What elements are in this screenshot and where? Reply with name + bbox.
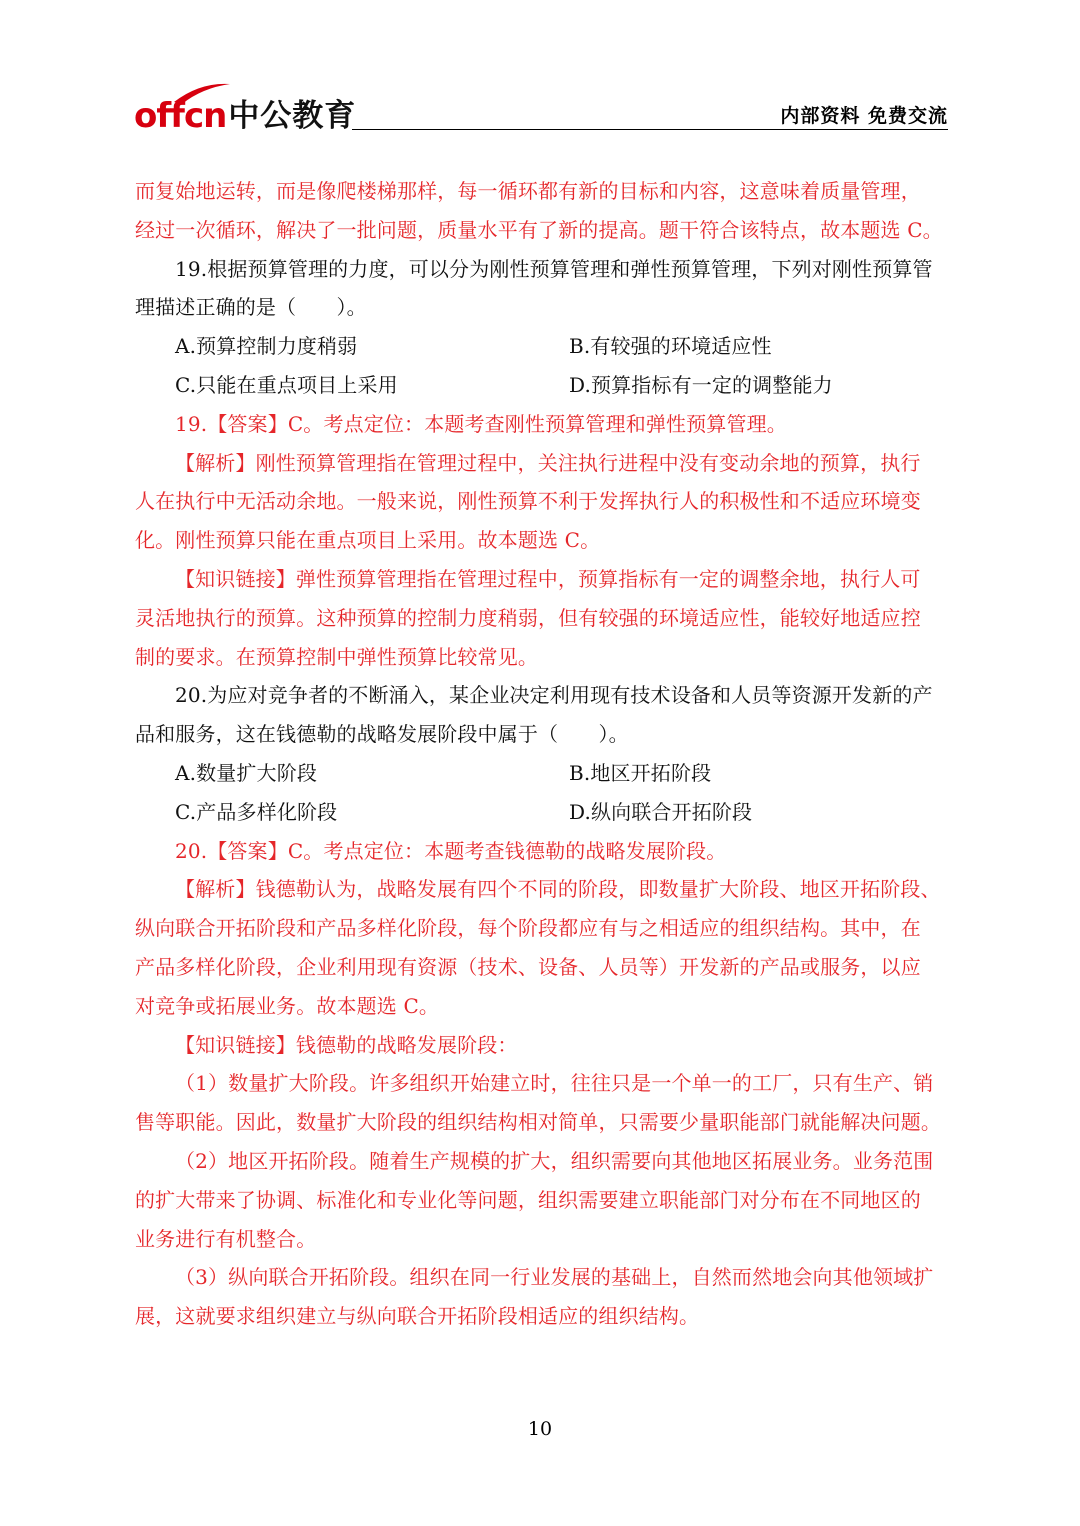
answer-20: 20.【答案】C。考点定位：本题考查钱德勒的战略发展阶段。 bbox=[175, 838, 727, 863]
text-line: 人在执行中无活动余地。一般来说，刚性预算不利于发挥执行人的积极性和不适应环境变 bbox=[135, 489, 921, 514]
text-line: 化。刚性预算只能在重点项目上采用。故本题选 C。 bbox=[135, 528, 601, 553]
option-b: B.有较强的环境适应性 bbox=[569, 334, 772, 359]
knowledge-link-19: 【知识链接】弹性预算管理指在管理过程中，预算指标有一定的调整余地，执行人可 bbox=[175, 566, 921, 591]
text-line: 而复始地运转，而是像爬楼梯那样，每一循环都有新的目标和内容，这意味着质量管理， bbox=[135, 179, 921, 203]
option-c: C.产品多样化阶段 bbox=[175, 799, 338, 824]
option-a: A.数量扩大阶段 bbox=[175, 760, 318, 785]
option-d: D.预算指标有一定的调整能力 bbox=[569, 372, 833, 397]
logo-latin-text: offcn bbox=[134, 96, 227, 136]
question-20-options-row-2 bbox=[135, 793, 949, 832]
header-tag: 内部资料 免费交流 bbox=[780, 105, 948, 127]
page-content bbox=[135, 172, 949, 1336]
option-c: C.只能在重点项目上采用 bbox=[175, 372, 398, 397]
logo-swoosh-icon bbox=[172, 80, 232, 106]
question-19-options-row-2 bbox=[135, 366, 949, 405]
analysis-19: 【解析】刚性预算管理指在管理过程中，关注执行进程中没有变动余地的预算，执行 bbox=[175, 450, 921, 475]
question-20-options-row-1 bbox=[135, 754, 949, 793]
text-line: 经过一次循环，解决了一批问题，质量水平有了新的提高。题干符合该特点，故本题选 C。 bbox=[135, 217, 943, 242]
question-20-stem-cont: 品和服务，这在钱德勒的战略发展阶段中属于（ ）。 bbox=[135, 722, 629, 747]
page-number: 10 bbox=[527, 1418, 553, 1440]
knowledge-link-20: 【知识链接】钱德勒的战略发展阶段： bbox=[175, 1032, 518, 1057]
question-20-stem: 20.为应对竞争者的不断涌入，某企业决定利用现有技术设备和人员等资源开发新的产 bbox=[175, 683, 933, 708]
text-line: 灵活地执行的预算。这种预算的控制力度稍弱，但有较强的环境适应性，能较好地适应控 bbox=[135, 605, 921, 630]
text-line: 纵向联合开拓阶段和产品多样化阶段，每个阶段都应有与之相适应的组织结构。其中，在 bbox=[135, 916, 921, 941]
text-line: 对竞争或拓展业务。故本题选 C。 bbox=[135, 993, 440, 1018]
stage-1: （1）数量扩大阶段。许多组织开始建立时，往往只是一个单一的工厂，只有生产、销 bbox=[175, 1071, 934, 1096]
question-19-stem: 19.根据预算管理的力度，可以分为刚性预算管理和弹性预算管理，下列对刚性预算管 bbox=[175, 256, 933, 281]
header-rule bbox=[352, 129, 948, 130]
text-line: 业务进行有机整合。 bbox=[135, 1226, 317, 1251]
question-19-options-row-1 bbox=[135, 327, 949, 366]
question-19-stem-cont: 理描述正确的是（ ）。 bbox=[135, 295, 367, 320]
option-a: A.预算控制力度稍弱 bbox=[175, 334, 358, 359]
page-header bbox=[134, 86, 948, 136]
text-line: 产品多样化阶段，企业利用现有资源（技术、设备、人员等）开发新的产品或服务，以应 bbox=[135, 954, 921, 979]
stage-3: （3）纵向联合开拓阶段。组织在同一行业发展的基础上，自然而然地会向其他领域扩 bbox=[175, 1265, 934, 1290]
offcn-logo bbox=[134, 86, 356, 136]
option-d: D.纵向联合开拓阶段 bbox=[569, 799, 753, 824]
stage-2: （2）地区开拓阶段。随着生产规模的扩大，组织需要向其他地区拓展业务。业务范围 bbox=[175, 1148, 934, 1173]
text-line: 售等职能。因此，数量扩大阶段的组织结构相对简单，只需要少量职能部门就能解决问题。 bbox=[135, 1110, 941, 1135]
text-line: 的扩大带来了协调、标准化和专业化等问题，组织需要建立职能部门对分布在不同地区的 bbox=[135, 1187, 921, 1212]
analysis-20: 【解析】钱德勒认为，战略发展有四个不同的阶段，即数量扩大阶段、地区开拓阶段、 bbox=[175, 877, 941, 902]
logo-cn-text: 中公教育 bbox=[228, 98, 357, 134]
text-line: 展，这就要求组织建立与纵向联合开拓阶段相适应的组织结构。 bbox=[135, 1304, 700, 1329]
answer-19: 19.【答案】C。考点定位：本题考查刚性预算管理和弹性预算管理。 bbox=[175, 411, 787, 436]
text-line: 制的要求。在预算控制中弹性预算比较常见。 bbox=[135, 644, 538, 669]
option-b: B.地区开拓阶段 bbox=[569, 760, 712, 785]
